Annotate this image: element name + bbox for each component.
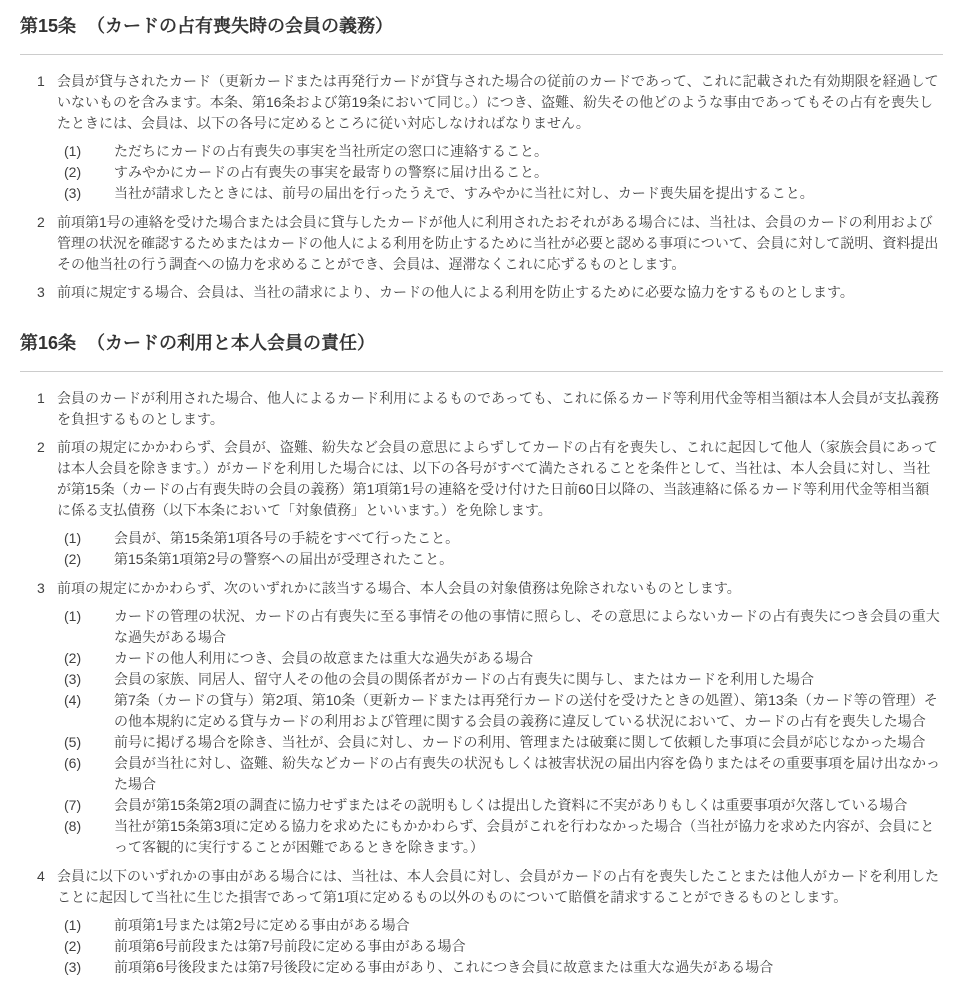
sub-item — [57, 606, 943, 648]
sub-item-number: (4) — [64, 692, 82, 708]
paragraph-list — [20, 55, 943, 316]
paragraph — [37, 282, 943, 303]
paragraph-text: 前項第1号の連絡を受けた場合または会員に貸与したカードが他人に利用されたおそれがある場合には、当社は、会員のカードの利用および管理の状況を確認するためまたはカードの他人による利用を防止するために当社が必要と認める事項について、会員に対して説明、資料提出その他当社の行う調査への協力を求めることができ、会員は、遅滞なくこれに応ずるものとします。 — [57, 214, 939, 272]
sub-item-text: 前項第6号後段または第7号後段に定める事由があり、これにつき会員に故意または重大な過失がある場合 — [114, 959, 774, 975]
sub-item-number: (1) — [64, 530, 82, 546]
sub-item — [57, 183, 943, 204]
sub-item-number: (8) — [64, 818, 82, 834]
sub-item-number: (1) — [64, 608, 82, 624]
paragraph — [37, 388, 943, 430]
sub-item — [57, 816, 943, 858]
paragraph — [37, 578, 943, 859]
sub-item-text: 当社が第15条第3項に定める協力を求めたにもかかわらず、会員がこれを行わなかった場合（当社が協力を求めた内容が、会員にとって客観的に実行することが困難であるときを除きます。） — [114, 818, 935, 855]
paragraph — [37, 866, 943, 979]
sub-item-number: (3) — [64, 671, 82, 687]
article-section — [20, 330, 943, 992]
paragraph-text: 前項に規定する場合、会員は、当社の請求により、カードの他人による利用を防止するために必要な協力をするものとします。 — [57, 284, 854, 300]
sub-item-text: 会員が当社に対し、盗難、紛失などカードの占有喪失の状況もしくは被害状況の届出内容を偽りまたはその重要事項を届け出なかった場合 — [114, 755, 940, 792]
sub-item-number: (3) — [64, 185, 82, 201]
paragraph-body — [57, 282, 943, 303]
sub-item-number: (2) — [64, 938, 82, 954]
article-section — [20, 13, 943, 316]
paragraph-number: 1 — [37, 73, 45, 89]
paragraph-body — [57, 866, 943, 979]
sub-item-text: 会員が第15条第2項の調査に協力せずまたはその説明もしくは提出した資料に不実がありもしくは重要事項が欠落している場合 — [114, 797, 908, 813]
sub-item-text: 前号に掲げる場合を除き、当社が、会員に対し、カードの利用、管理または破棄に関して依頼した事項に会員が応じなかった場合 — [114, 734, 926, 750]
paragraph-text: 会員のカードが利用された場合、他人によるカード利用によるものであっても、これに係るカード等利用代金等相当額は本人会員が支払義務を負担するものとします。 — [57, 390, 939, 427]
sub-item — [57, 753, 943, 795]
article-heading — [20, 330, 943, 372]
sub-item — [57, 648, 943, 669]
sub-item-text: すみやかにカードの占有喪失の事実を最寄りの警察に届け出ること。 — [114, 164, 548, 180]
paragraph-number: 4 — [37, 868, 45, 884]
paragraph-body — [57, 388, 943, 430]
sub-item-number: (2) — [64, 164, 82, 180]
sub-item-text: 会員の家族、同居人、留守人その他の会員の関係者がカードの占有喪失に関与し、またはカードを利用した場合 — [114, 671, 814, 687]
sub-item — [57, 915, 943, 936]
paragraph-number: 2 — [37, 214, 45, 230]
sub-item-text: 第7条（カードの貸与）第2項、第10条（更新カードまたは再発行カードの送付を受けたときの処置）、第13条（カード等の管理）その他本規約に定める貸与カードの利用および管理に関する会員の義務に違反している状況において、カードの占有を喪失した場合 — [114, 692, 938, 729]
sub-item — [57, 957, 943, 978]
paragraph-text: 会員が貸与されたカード（更新カードまたは再発行カードが貸与された場合の従前のカードであって、これに記載された有効期限を経過していないものを含みます。本条、第16条および第19条において同じ。）につき、盗難、紛失その他どのような事由であってもその占有を喪失したときには、会員は、以下の各号に定めるところに従い対応しなければなりません。 — [57, 73, 939, 131]
paragraph-number: 3 — [37, 580, 45, 596]
sub-item-text: 前項第6号前段または第7号前段に定める事由がある場合 — [114, 938, 466, 954]
paragraph-list — [20, 372, 943, 992]
sub-item — [57, 549, 943, 570]
sub-item — [57, 690, 943, 732]
sub-item-text: 当社が請求したときには、前号の届出を行ったうえで、すみやかに当社に対し、カード喪失届を提出すること。 — [114, 185, 814, 201]
sub-item-text: 前項第1号または第2号に定める事由がある場合 — [114, 917, 410, 933]
sub-item-number: (1) — [64, 143, 82, 159]
sub-item-number: (6) — [64, 755, 82, 771]
sub-item-number: (3) — [64, 959, 82, 975]
sub-item — [57, 732, 943, 753]
sub-item — [57, 528, 943, 549]
article-number: 第16条 — [20, 333, 77, 353]
sub-item-text: 第15条第1項第2号の警察への届出が受理されたこと。 — [114, 551, 454, 567]
sub-item-number: (5) — [64, 734, 82, 750]
sub-item-text: 会員が、第15条第1項各号の手続をすべて行ったこと。 — [114, 530, 460, 546]
paragraph-body — [57, 437, 943, 571]
sub-item-list — [57, 141, 943, 204]
article-title: （カードの占有喪失時の会員の義務） — [87, 16, 394, 36]
paragraph-body — [57, 71, 943, 205]
sub-item-text: カードの管理の状況、カードの占有喪失に至る事情その他の事情に照らし、その意思によらないカードの占有喪失につき会員の重大な過失がある場合 — [114, 608, 940, 645]
paragraph — [37, 71, 943, 205]
paragraph-body — [57, 212, 943, 275]
sub-item-text: カードの他人利用につき、会員の故意または重大な過失がある場合 — [114, 650, 534, 666]
paragraph-number: 1 — [37, 390, 45, 406]
paragraph-number: 2 — [37, 439, 45, 455]
paragraph-text: 会員に以下のいずれかの事由がある場合には、当社は、本人会員に対し、会員がカードの占有を喪失したことまたは他人がカードを利用したことに起因して当社に生じた損害であって第1項に定めるもの以外のものについて賠償を請求することができるものとします。 — [57, 868, 939, 905]
paragraph — [37, 212, 943, 275]
sub-item-list — [57, 528, 943, 570]
paragraph — [37, 437, 943, 571]
sub-item-number: (1) — [64, 917, 82, 933]
article-number: 第15条 — [20, 16, 77, 36]
paragraph-body — [57, 578, 943, 859]
sub-item-text: ただちにカードの占有喪失の事実を当社所定の窓口に連絡すること。 — [114, 143, 548, 159]
sub-item — [57, 141, 943, 162]
sub-item-number: (2) — [64, 551, 82, 567]
paragraph-number: 3 — [37, 284, 45, 300]
article-heading — [20, 13, 943, 55]
sub-item-number: (7) — [64, 797, 82, 813]
sub-item — [57, 162, 943, 183]
sub-item-number: (2) — [64, 650, 82, 666]
article-title: （カードの利用と本人会員の責任） — [87, 333, 376, 353]
sub-item-list — [57, 606, 943, 858]
sub-item — [57, 795, 943, 816]
paragraph-text: 前項の規定にかかわらず、会員が、盗難、紛失など会員の意思によらずしてカードの占有を喪失し、これに起因して他人（家族会員にあっては本人会員を除きます。）がカードを利用した場合には、以下の各号がすべて満たされることを条件として、当社は、本人会員に対し、当社が第15条（カードの占有喪失時の会員の義務）第1項第1号の連絡を受け付けた日前60日以降の、当該連絡に係るカード等利用代金等相当額に係る支払債務（以下本条において「対象債務」といいます。）を免除します。 — [57, 439, 938, 518]
paragraph-text: 前項の規定にかかわらず、次のいずれかに該当する場合、本人会員の対象債務は免除されないものとします。 — [57, 580, 741, 596]
sub-item — [57, 936, 943, 957]
sub-item — [57, 669, 943, 690]
sub-item-list — [57, 915, 943, 978]
